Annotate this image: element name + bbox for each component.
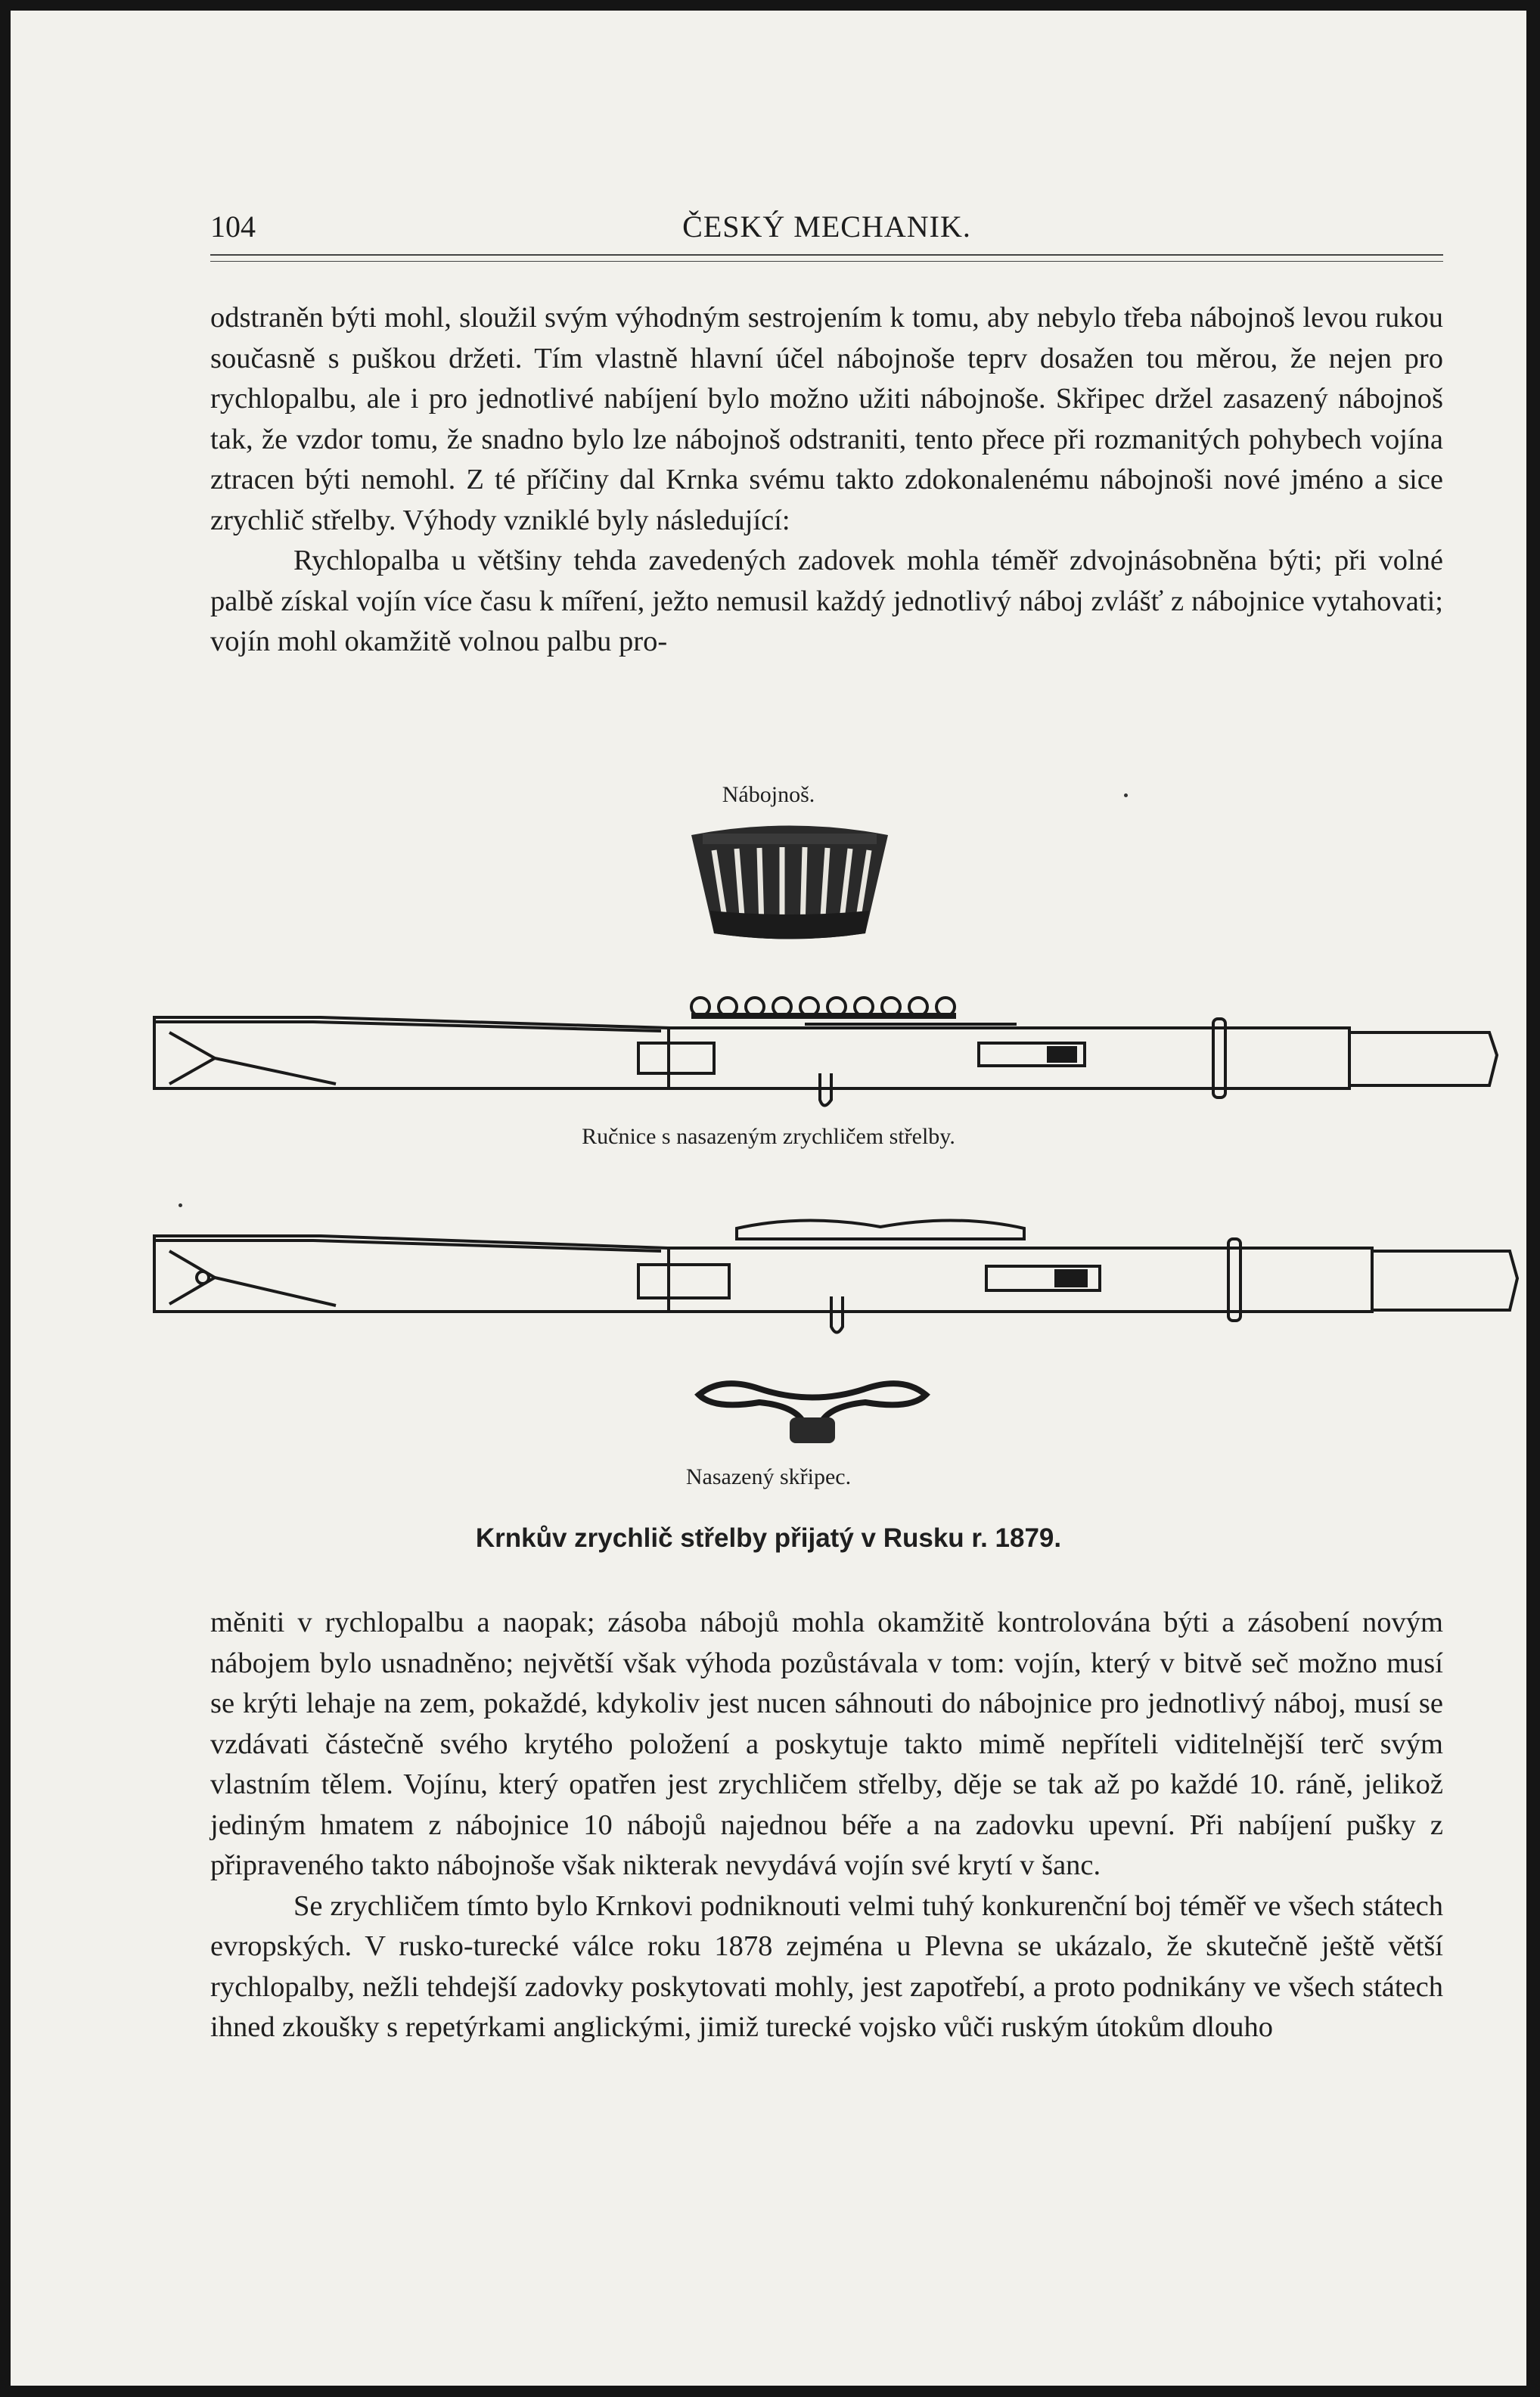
header-rule-thin bbox=[210, 261, 1443, 262]
book-page bbox=[11, 11, 1526, 2386]
body-text-bottom bbox=[210, 1603, 1443, 2048]
paragraph: měniti v rychlopalbu a naopak; zásoba nábojů mohla okamžitě kontrolována býti a zásobení novým nábojem bylo usnadněno; největší však výhoda pozůstávala v tom: vojín, který v bitvě seč možno musí se krýti lehaje na zem, pokaždé, kdykoliv jest nucen sáhnouti do nábojnice pro jednotlivý náboj, musí se vzdávati částečně svého krytého položení a poskytuje takto mimě nepříteli viditelnější terč svým vlastním tělem. Vojínu, který opatřen jest zrychličem střelby, děje se tak až po každé 10. ráně, jelikož jediným hmatem z nábojnice 10 nábojů najednou béře a na zadovku upevní. Při nabíjení pušky z připraveného takto nábojnoše však nikterak nevydává vojín své krytí v šanc. bbox=[210, 1607, 1443, 1881]
header-rule bbox=[210, 254, 1443, 256]
body-text-top bbox=[210, 298, 1443, 663]
print-speck bbox=[1124, 793, 1128, 797]
clip-illustration bbox=[691, 1372, 933, 1455]
rifle-with-clip-caption: Ručnice s nasazeným zrychličem střelby. bbox=[582, 1124, 955, 1149]
paragraph: Rychlopalba u většiny tehda zavedených zadovek mohla téměř zdvojnásobněna býti; při volné palbě získal vojín více času k míření, ježto nemusil každý jednotlivý náboj zvlášť z nábojnice vytahovati; vojín mohl okamžitě volnou palbu pro- bbox=[210, 545, 1443, 657]
running-title: ČESKÝ MECHANIK. bbox=[682, 210, 971, 244]
clip-caption: Nasazený skřipec. bbox=[685, 1464, 852, 1489]
print-speck bbox=[179, 1203, 182, 1207]
cartridge-pouch-illustration bbox=[676, 820, 903, 949]
page-header bbox=[210, 209, 1443, 251]
figure-title: Krnkův zrychlič střelby přijatý v Rusku r. 1879. bbox=[475, 1523, 1062, 1553]
paragraph: Se zrychličem tímto bylo Krnkovi podniknouti velmi tuhý konkurenční boj téměř ve všech státech evropských. V rusko-turecké válce roku 1878 zejména u Plevna se ukázalo, že skutečně ještě větší rychlopalby, nežli tehdejší zadovky poskytovati mohly, jest zapotřebí, a proto podnikány ve všech státech ihned zkoušky s repetýrkami anglickými, jimiž turecké vojsko vůči ruským útokům dlouho bbox=[210, 1889, 1443, 2043]
pouch-caption: Nábojnoš. bbox=[722, 782, 815, 807]
paragraph: odstraněn býti mohl, sloužil svým výhodným sestrojením k tomu, aby nebylo třeba nábojnoš levou rukou současně s puškou držeti. Tím vlastně hlavní účel nábojnoše teprv dosažen tou měrou, že nejen pro rychlopalbu, ale i pro jednotlivé nabíjení bylo možno užiti nábojnoše. Skřipec držel zasazený nábojnoš tak, že vzdor tomu, že snadno bylo lze nábojnoš odstraniti, tento přece při rozmanitých pohybech vojína ztracen býti nemohl. Z té příčiny dal Krnka svému takto zdokonalenému nábojnoši nové jméno a sice zrychlič střelby. Výhody vzniklé byly následující: bbox=[210, 302, 1443, 536]
rifle-with-frame-illustration bbox=[139, 1206, 1526, 1342]
page-number: 104 bbox=[210, 210, 256, 244]
rifle-with-clip-illustration bbox=[139, 983, 1516, 1119]
